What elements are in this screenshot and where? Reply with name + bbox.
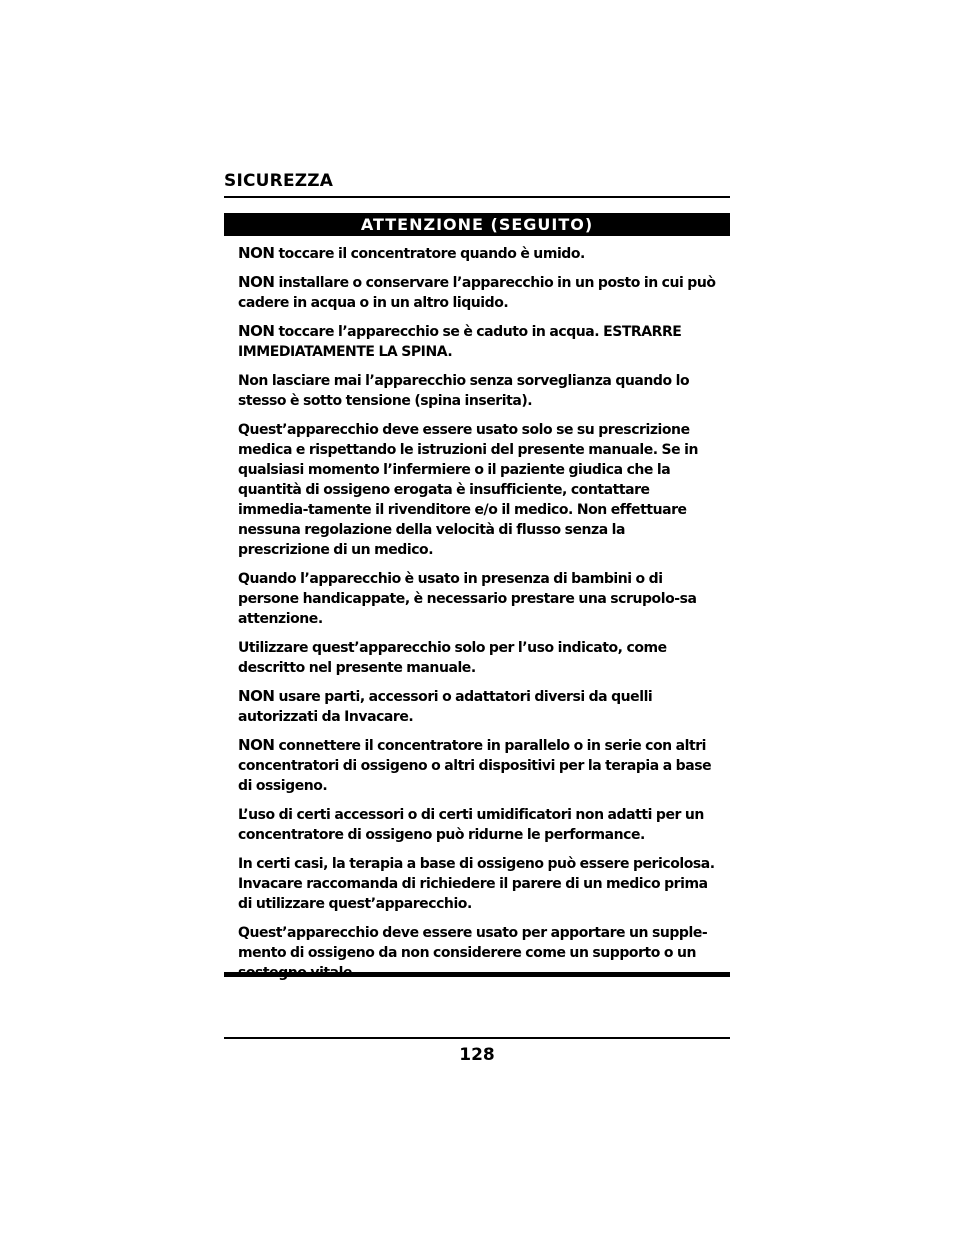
paragraph-lead: NON	[238, 273, 275, 291]
paragraph-text: connettere il concentratore in parallelo o in serie con altri concentratori di ossigeno o altri dispositivi per la terapia a base di ossigeno.	[238, 738, 712, 794]
paragraph-text: In certi casi, la terapia a base di ossigeno può essere pericolosa. Invacare raccomanda di richiedere il parere di un medico prima di utilizzare quest’apparecchio.	[238, 856, 715, 912]
paragraph-text: installare o conservare l’apparecchio in un posto in cui può cadere in acqua o in un altro liquido.	[238, 275, 716, 311]
paragraph-text: toccare l’apparecchio se è caduto in acqua. ESTRARRE IMMEDIATAMENTE LA SPINA.	[238, 324, 682, 360]
warning-paragraph	[238, 321, 718, 362]
paragraph-lead: NON	[238, 244, 275, 262]
warning-list	[238, 243, 718, 991]
paragraph-text: Quest’apparecchio deve essere usato solo se su prescrizione medica e rispettando le istruzioni del presente manuale. Se in qualsiasi momento l’infermiere o il paziente giudica che la quantità di ossigeno erogata è insufficiente, contattare immedia-tamente il rivenditore e/o il medico. Non effettuare nessuna regolazione della velocità di flusso senza la prescrizione di un medico.	[238, 422, 699, 558]
warning-paragraph	[238, 568, 718, 629]
paragraph-text: L’uso di certi accessori o di certi umidificatori non adatti per un concentratore di ossigeno può ridurne le performance.	[238, 807, 704, 843]
page-number: 128	[459, 1045, 495, 1065]
warning-paragraph	[238, 243, 718, 264]
header-rule	[224, 196, 730, 198]
footer-rule	[224, 1037, 730, 1039]
section-end-rule	[224, 972, 730, 977]
section-title: SICUREZZA	[224, 171, 334, 191]
paragraph-text: toccare il concentratore quando è umido.	[274, 246, 585, 262]
warning-paragraph	[238, 370, 718, 411]
warning-paragraph	[238, 419, 718, 560]
paragraph-text: Non lasciare mai l’apparecchio senza sorveglianza quando lo stesso è sotto tensione (spina inserita).	[238, 373, 690, 409]
warning-paragraph	[238, 853, 718, 914]
warning-paragraph	[238, 637, 718, 678]
paragraph-lead: NON	[238, 322, 275, 340]
paragraph-text: Quando l’apparecchio è usato in presenza di bambini o di persone handicappate, è necessario prestare una scrupolo-sa attenzione.	[238, 571, 697, 627]
paragraph-lead: NON	[238, 687, 275, 705]
paragraph-text: Quest’apparecchio deve essere usato per apportare un supple-mento di ossigeno da non considerere come un supporto o un	[238, 925, 708, 961]
warning-banner: ATTENZIONE (SEGUITO)	[224, 213, 730, 236]
paragraph-lead: NON	[238, 736, 275, 754]
warning-paragraph	[238, 804, 718, 845]
manual-page	[224, 0, 730, 1235]
warning-paragraph	[238, 272, 718, 313]
paragraph-text: usare parti, accessori o adattatori diversi da quelli autorizzati da Invacare.	[238, 689, 653, 725]
warning-paragraph	[238, 735, 718, 796]
paragraph-text: Utilizzare quest’apparecchio solo per l’uso indicato, come descritto nel presente manuale.	[238, 640, 667, 676]
warning-paragraph	[238, 686, 718, 727]
